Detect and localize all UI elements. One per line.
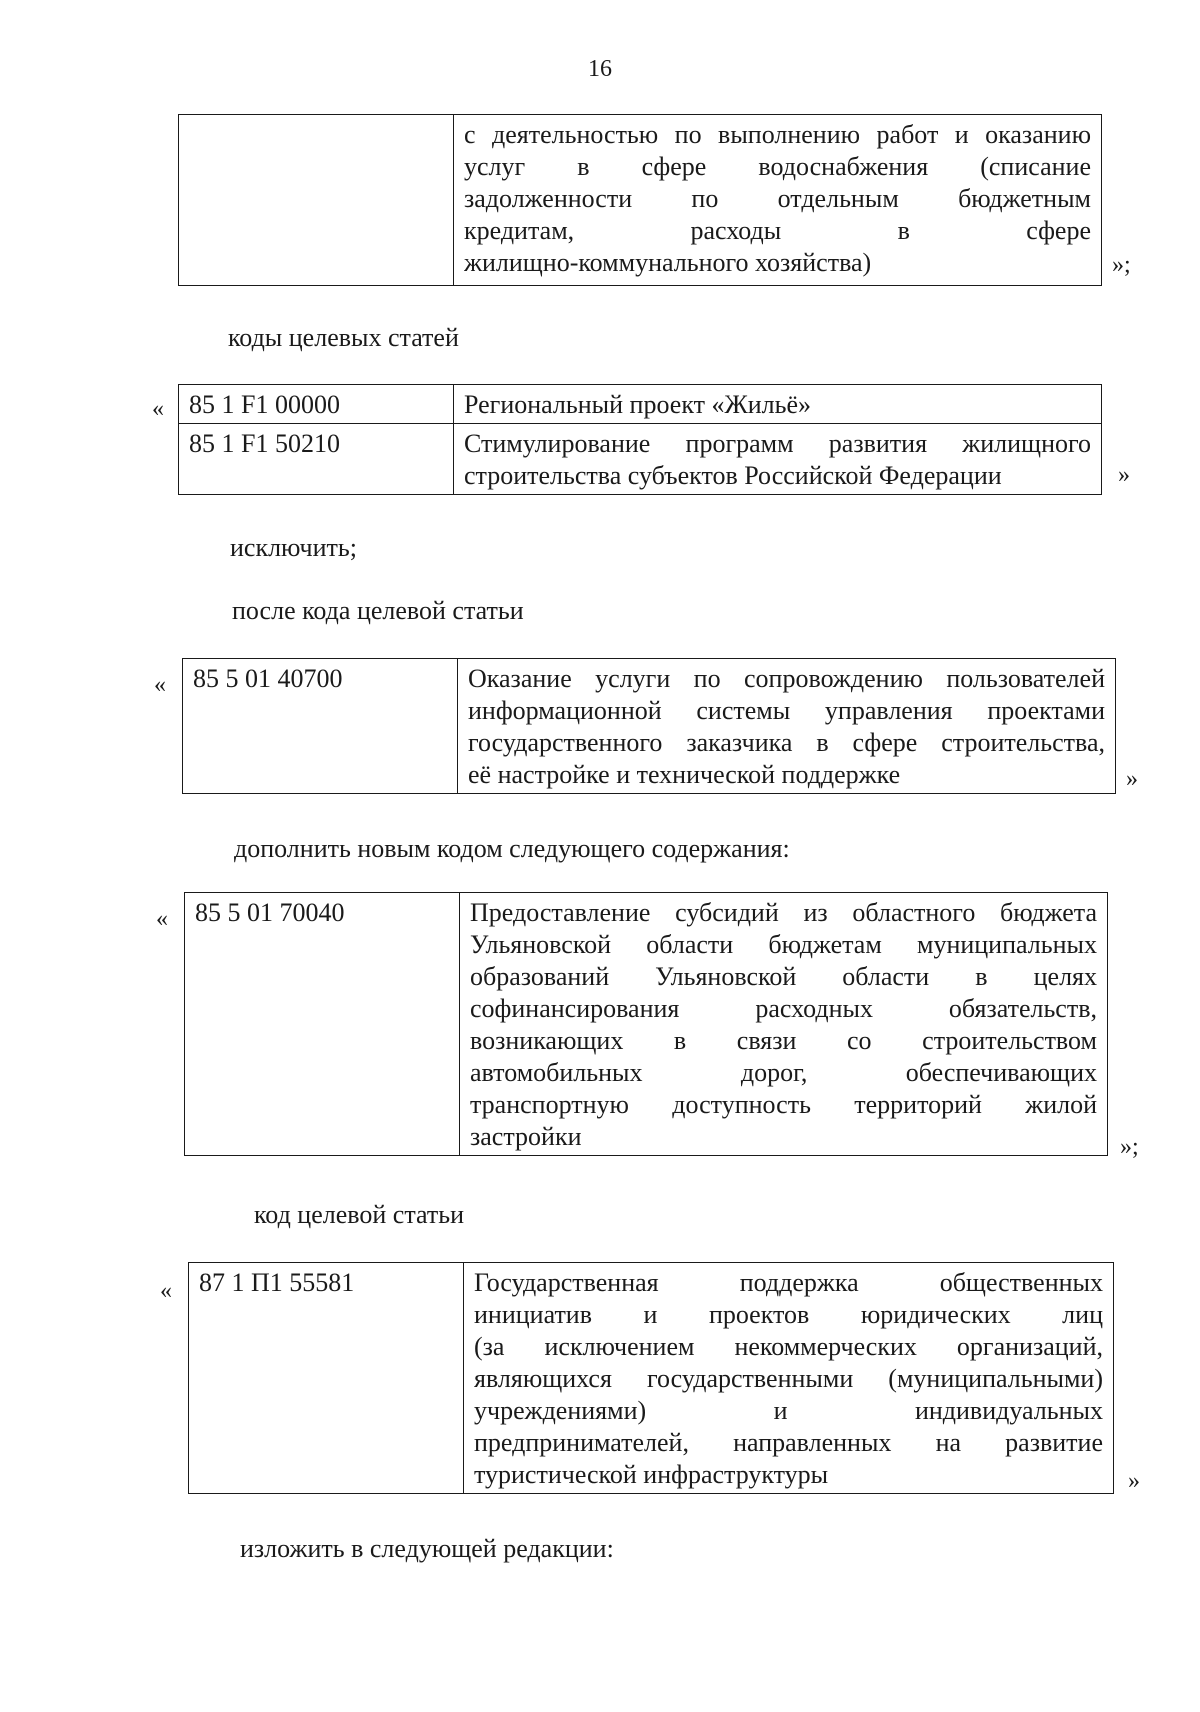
description-cell [454, 115, 1102, 286]
description-line: Оказание услуги по сопровождению пользователей [468, 664, 1105, 693]
description-line: жилищно-коммунального хозяйства) [464, 248, 872, 277]
description-line: образований Ульяновской области в целях [470, 962, 1097, 991]
description-line: инициатив и проектов юридических лиц [474, 1300, 1103, 1329]
table-row [179, 115, 1102, 286]
instruction-text: исключить; [230, 533, 357, 562]
code-cell: 85 5 01 70040 [185, 893, 460, 1156]
page-number: 16 [588, 56, 612, 82]
description-line: Стимулирование программ развития жилищного [464, 429, 1091, 458]
description-line: с деятельностью по выполнению работ и оказанию [464, 120, 1091, 149]
description-line: информационной системы управления проектами [468, 696, 1105, 725]
code-cell: 87 1 П1 55581 [189, 1263, 464, 1494]
instruction-text: изложить в следующей редакции: [240, 1534, 614, 1563]
closing-quote: »; [1112, 252, 1131, 278]
description-cell [464, 1263, 1114, 1494]
description-line: Государственная поддержка общественных [474, 1268, 1103, 1297]
table-row [183, 659, 1116, 794]
description-line: Ульяновской области бюджетам муниципальных [470, 930, 1097, 959]
code-cell: 85 1 F1 50210 [179, 424, 454, 495]
closing-quote: » [1118, 462, 1130, 488]
description-line: услуг в сфере водоснабжения (списание [464, 152, 1091, 181]
closing-quote: » [1126, 766, 1138, 792]
opening-quote: « [160, 1278, 172, 1304]
description-line: учреждениями) и индивидуальных [474, 1396, 1103, 1425]
table-row [189, 1263, 1114, 1494]
description-line: транспортную доступность территорий жилой [470, 1090, 1097, 1119]
description-line: застройки [470, 1122, 582, 1151]
description-line: Региональный проект «Жильё» [464, 390, 812, 419]
opening-quote: « [156, 906, 168, 932]
table-row [185, 893, 1108, 1156]
code-cell: 85 1 F1 00000 [179, 385, 454, 424]
code-table-new [184, 892, 1108, 1156]
description-line: туристической инфраструктуры [474, 1460, 829, 1489]
opening-quote: « [152, 396, 164, 422]
description-line: автомобильных дорог, обеспечивающих [470, 1058, 1097, 1087]
description-line: (за исключением некоммерческих организаций, [474, 1332, 1103, 1361]
description-line: софинансирования расходных обязательств, [470, 994, 1097, 1023]
code-table-excluded [178, 384, 1102, 495]
code-cell [179, 115, 454, 286]
description-line: возникающих в связи со строительством [470, 1026, 1097, 1055]
table-row [179, 385, 1102, 424]
description-line: кредитам, расходы в сфере [464, 216, 1091, 245]
description-line: являющихся государственными (муниципальными) [474, 1364, 1103, 1393]
description-line: государственного заказчика в сфере строительства, [468, 728, 1105, 757]
description-cell [458, 659, 1116, 794]
description-line: задолженности по отдельным бюджетным [464, 184, 1091, 213]
instruction-text: код целевой статьи [254, 1200, 464, 1229]
description-cell [460, 893, 1108, 1156]
instruction-text: коды целевых статей [228, 323, 459, 352]
code-table-after [182, 658, 1116, 794]
description-line: предпринимателей, направленных на развитие [474, 1428, 1103, 1457]
description-cell [454, 424, 1102, 495]
description-line: Предоставление субсидий из областного бюджета [470, 898, 1097, 927]
description-line: строительства субъектов Российской Федерации [464, 461, 1002, 490]
code-table-edit [188, 1262, 1114, 1494]
opening-quote: « [154, 672, 166, 698]
closing-quote: »; [1120, 1134, 1139, 1160]
description-line: её настройке и технической поддержке [468, 760, 901, 789]
instruction-text: дополнить новым кодом следующего содержания: [234, 834, 790, 863]
closing-quote: » [1128, 1468, 1140, 1494]
description-cell [454, 385, 1102, 424]
instruction-text: после кода целевой статьи [232, 596, 524, 625]
code-cell: 85 5 01 40700 [183, 659, 458, 794]
table-row [179, 424, 1102, 495]
code-table-continuation [178, 114, 1102, 286]
